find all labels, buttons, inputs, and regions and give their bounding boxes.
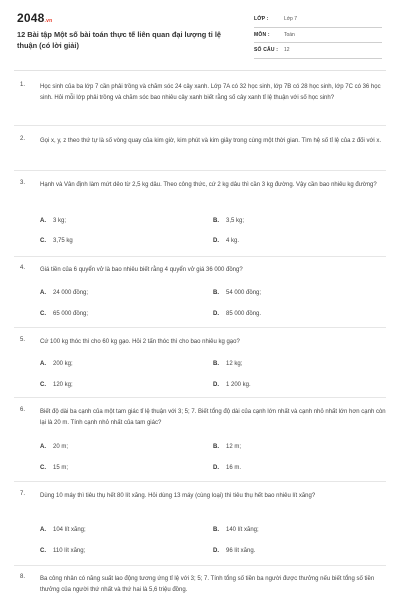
option-text: 96 lít xăng. (226, 548, 256, 554)
option-d[interactable] (213, 465, 241, 471)
option-text: 4 kg. (226, 238, 240, 244)
class-label: LỚP : (254, 16, 269, 22)
option-letter: C. (40, 238, 46, 244)
option-letter: C. (40, 548, 46, 554)
question-text: Biết độ dài ba cạnh của một tam giác tỉ lệ thuận với 3; 5; 7. Biết tổng độ dài của cạnh lớn nhất và cạnh nhỏ nhất lớn hơn cạnh còn lại là 20 m. Tính cạnh nhỏ nhất của tam giác? (40, 409, 386, 426)
question-text: Hạnh và Vân định làm mứt dẻo từ 2,5 kg dâu. Theo công thức, cứ 2 kg dâu thì cần 3 kg đường. Vậy cần bao nhiêu kg đường? (40, 182, 377, 188)
option-text: 120 kg; (53, 382, 73, 388)
option-a[interactable] (40, 290, 88, 296)
option-b[interactable] (213, 218, 244, 224)
option-text: 65 000 đồng; (53, 311, 89, 317)
question-number: 7. (20, 491, 26, 497)
option-text: 12 kg; (226, 361, 243, 367)
logo-text: 2048 (17, 11, 45, 25)
option-letter: D. (213, 548, 219, 554)
question-separator (14, 481, 386, 482)
option-text: 12 m; (226, 444, 242, 450)
subject-label: MÔN : (254, 31, 270, 38)
option-b[interactable] (213, 361, 242, 367)
option-letter: B. (213, 218, 219, 224)
question-text: Học sinh của ba lớp 7 cần phải trồng và chăm sóc 24 cây xanh. Lớp 7A có 32 học sinh, lớp 7B có 28 học sinh, lớp 7C có 36 học sinh. Hỏi mỗi lớp phải trồng và chăm sóc bao nhiêu cây xanh biết rằng số cây xanh tỉ lệ thuận với số học sinh? (40, 84, 381, 101)
option-a[interactable] (40, 444, 68, 450)
option-text: 85 000 đồng. (226, 311, 262, 317)
option-d[interactable] (213, 382, 251, 388)
question-separator (14, 397, 386, 398)
question-text: Dùng 10 máy thì tiêu thụ hết 80 lít xăng. Hỏi dùng 13 máy (cùng loại) thì tiêu thụ hết bao nhiêu lít xăng? (40, 493, 316, 499)
question-text: Gọi x, y, z theo thứ tự là số vòng quay của kim giờ, kim phút và kim giây trong cùng một thời gian. Tìm hệ số tỉ lệ của z đối với x. (40, 138, 382, 144)
option-d[interactable] (213, 238, 239, 244)
logo-suffix: .vn (44, 18, 53, 24)
option-a[interactable] (40, 527, 86, 533)
option-text: 140 lít xăng; (226, 527, 259, 533)
option-text: 20 m; (53, 444, 69, 450)
question-text: Cứ 100 kg thóc thì cho 60 kg gạo. Hỏi 2 tấn thóc thì cho bao nhiêu kg gạo? (40, 339, 240, 345)
question-number: 1. (20, 82, 26, 88)
option-letter: D. (213, 311, 219, 317)
option-letter: B. (213, 361, 219, 367)
option-letter: D. (213, 382, 219, 388)
option-letter: C. (40, 382, 46, 388)
option-c[interactable] (40, 311, 88, 317)
option-b[interactable] (213, 444, 241, 450)
option-letter: C. (40, 465, 46, 471)
question-separator (14, 125, 386, 126)
meta-row-count (254, 43, 382, 59)
class-value: Lớp 7 (284, 16, 298, 22)
header-divider (14, 70, 386, 71)
option-a[interactable] (40, 361, 73, 367)
option-text: 3,75 kg (53, 238, 73, 244)
question-text: Ba công nhân có năng suất lao động tương ứng tỉ lệ với 3; 5; 7. Tính tổng số tiền ba người được thưởng nếu biết tổng số tiền thưởng của người thứ nhất và thứ hai là 5,6 triệu đồng. (40, 576, 375, 593)
option-letter: B. (213, 290, 219, 296)
option-text: 1 200 kg. (226, 382, 251, 388)
question-number: 8. (20, 574, 26, 580)
option-text: 110 lít xăng; (53, 548, 86, 554)
meta-table (254, 12, 382, 59)
option-letter: C. (40, 311, 46, 317)
option-text: 15 m; (53, 465, 69, 471)
option-text: 3,5 kg; (226, 218, 245, 224)
option-letter: B. (213, 527, 219, 533)
option-c[interactable] (40, 382, 73, 388)
question-separator (14, 170, 386, 171)
question-number: 5. (20, 337, 26, 343)
subject-value: Toán (284, 31, 295, 38)
option-letter: A. (40, 361, 46, 367)
count-value: 12 (284, 47, 290, 53)
document-header (0, 0, 400, 68)
meta-row-class (254, 12, 382, 28)
question-separator (14, 327, 386, 328)
option-c[interactable] (40, 548, 85, 554)
option-text: 200 kg; (53, 361, 73, 367)
site-logo[interactable] (17, 11, 52, 25)
question-number: 4. (20, 265, 26, 271)
option-letter: A. (40, 218, 46, 224)
option-text: 16 m. (226, 465, 242, 471)
option-c[interactable] (40, 465, 68, 471)
option-letter: A. (40, 444, 46, 450)
count-label: SỐ CÂU : (254, 47, 279, 53)
option-c[interactable] (40, 238, 73, 244)
question-separator (14, 565, 386, 566)
option-letter: D. (213, 238, 219, 244)
document-title: 12 Bài tập Một số bài toán thực tế liên quan đại lượng tỉ lệ thuận (có lời giải) (17, 30, 222, 50)
question-separator (14, 256, 386, 257)
option-text: 104 lít xăng; (53, 527, 86, 533)
option-letter: D. (213, 465, 219, 471)
option-text: 24 000 đồng; (53, 290, 89, 296)
question-number: 3. (20, 180, 26, 186)
option-letter: A. (40, 290, 46, 296)
question-number: 2. (20, 136, 26, 142)
option-letter: A. (40, 527, 46, 533)
option-a[interactable] (40, 218, 66, 224)
option-b[interactable] (213, 290, 261, 296)
option-text: 3 kg; (53, 218, 67, 224)
option-d[interactable] (213, 548, 255, 554)
meta-row-subject (254, 28, 382, 44)
question-text: Giá tiền của 6 quyển vở là bao nhiêu biết rằng 4 quyển vở giá 36 000 đồng? (40, 267, 243, 273)
option-b[interactable] (213, 527, 259, 533)
option-d[interactable] (213, 311, 261, 317)
option-text: 54 000 đồng; (226, 290, 262, 296)
question-number: 6. (20, 407, 26, 413)
option-letter: B. (213, 444, 219, 450)
